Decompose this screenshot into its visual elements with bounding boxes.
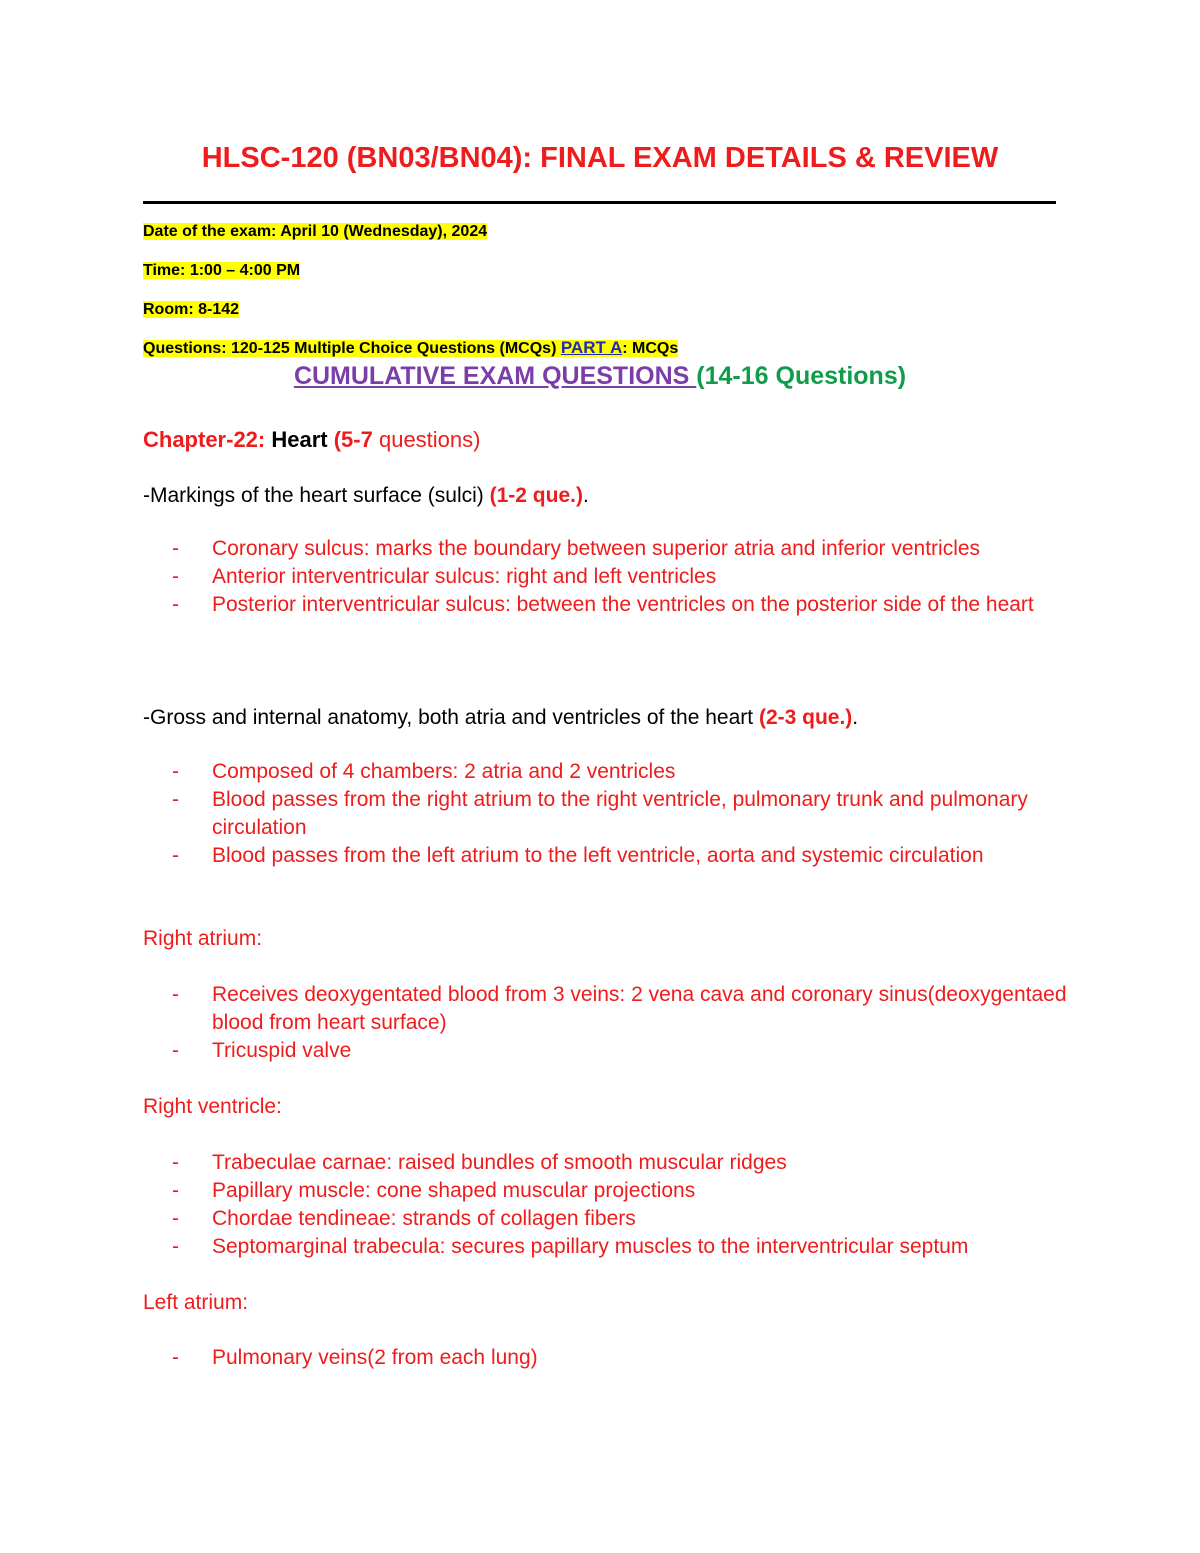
cumulative-heading-text: CUMULATIVE EXAM QUESTIONS: [293, 362, 697, 390]
list-item: - Anterior interventricular sulcus: right and left ventricles: [172, 565, 717, 588]
exam-date: [143, 221, 487, 243]
list-item: - Pulmonary veins(2 from each lung): [172, 1346, 538, 1369]
list-item: - Tricuspid valve: [172, 1039, 352, 1062]
right-ventricle-list: [172, 1149, 1072, 1261]
exam-questions: [143, 337, 678, 360]
cumulative-count: (14-16 Questions): [696, 362, 907, 390]
chapter-count-open: (5-7: [333, 427, 373, 452]
list-item: - Posterior interventricular sulcus: between the ventricles on the posterior side of the heart: [172, 593, 1034, 616]
list-item: - Papillary muscle: cone shaped muscular projections: [172, 1179, 696, 1202]
exam-time-text: Time: 1:00 – 4:00 PM: [143, 262, 301, 279]
list-item: - Composed of 4 chambers: 2 atria and 2 ventricles: [172, 760, 676, 783]
exam-room: [143, 299, 239, 321]
part-a-suffix: : MCQs: [622, 340, 679, 357]
list-item: - Trabeculae carnae: raised bundles of smooth muscular ridges: [172, 1151, 787, 1174]
chapter-name: Heart: [265, 427, 334, 452]
surface-heading: -Markings of the heart surface (sulci) (1-2 que.).: [143, 484, 589, 507]
document-title: HLSC-120 (BN03/BN04): FINAL EXAM DETAILS & REVIEW: [201, 142, 999, 174]
chapter-label: Chapter-22:: [143, 427, 266, 452]
right-atrium-list: [172, 981, 1072, 1065]
left-atrium-heading: Left atrium:: [143, 1291, 249, 1314]
list-item: - Septomarginal trabecula: secures papillary muscles to the interventricular septum: [172, 1235, 969, 1258]
exam-room-text: Room: 8-142: [143, 301, 240, 318]
chapter-count-rest: questions): [372, 427, 481, 452]
exam-questions-text: Questions: 120-125 Multiple Choice Questions (MCQs) PART A: MCQs: [143, 338, 679, 357]
list-item: - Receives deoxygentated blood from 3 veins: 2 vena cava and coronary sinus(deoxygentaed blood from heart surface): [172, 983, 1067, 1034]
surface-count: (1-2 que.): [489, 484, 583, 507]
gross-heading: -Gross and internal anatomy, both atria and ventricles of the heart (2-3 que.).: [143, 706, 859, 729]
surface-list: [172, 535, 1072, 619]
right-atrium-heading: Right atrium:: [143, 927, 263, 950]
right-ventricle-heading: Right ventricle:: [143, 1095, 282, 1118]
gross-list: [172, 758, 1072, 870]
list-item: - Chordae tendineae: strands of collagen fibers: [172, 1207, 636, 1230]
list-item: - Blood passes from the right atrium to the right ventricle, pulmonary trunk and pulmonary circulation: [172, 788, 1028, 839]
exam-date-text: Date of the exam: April 10 (Wednesday), 2024: [143, 223, 488, 240]
list-item: - Coronary sulcus: marks the boundary between superior atria and inferior ventricles: [172, 537, 981, 560]
chapter-heading: [143, 424, 480, 456]
list-item: - Blood passes from the left atrium to the left ventricle, aorta and systemic circulation: [172, 844, 984, 867]
title-divider: [143, 201, 1056, 204]
cumulative-heading: [0, 359, 1200, 393]
left-atrium-list: [172, 1344, 1072, 1372]
exam-time: [143, 260, 300, 282]
part-a-link[interactable]: PART A: [560, 338, 623, 357]
gross-count: (2-3 que.): [758, 706, 853, 729]
